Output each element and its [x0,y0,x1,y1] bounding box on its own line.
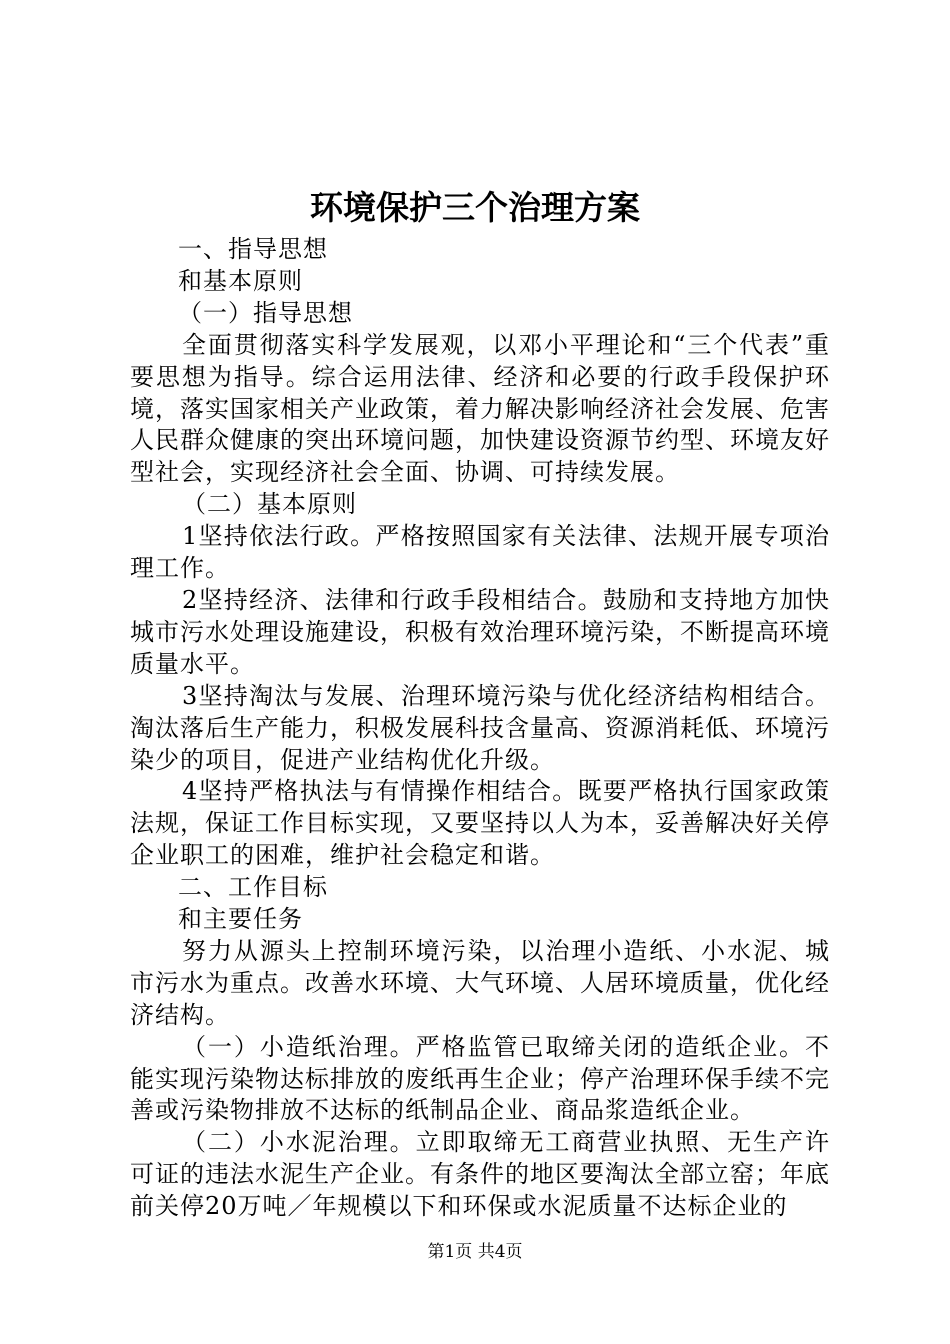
paragraph: （一）小造纸治理。严格监管已取缔关闭的造纸企业。不能实现污染物达标排放的废纸再生企业；停产治理环保手续不完善或污染物排放不达标的纸制品企业、商品浆造纸企业。 [130,1032,830,1125]
paragraph: 1坚持依法行政。严格按照国家有关法律、法规开展专项治理工作。 [130,522,830,583]
subsection-heading: （二）基本原则 [182,490,357,519]
document-body [130,234,830,1223]
section-heading-continued: 和基本原则 [178,266,303,295]
section-heading: 一、指导思想 [178,235,328,263]
paragraph: 努力从源头上控制环境污染，以治理小造纸、小水泥、城市污水为重点。改善水环境、大气环境、人居环境质量，优化经济结构。 [130,936,830,1029]
document-title: 环境保护三个治理方案 [310,188,640,227]
subsection-heading: （一）指导思想 [178,298,353,327]
paragraph: 4坚持严格执法与有情操作相结合。既要严格执行国家政策法规，保证工作目标实现，又要坚持以人为本，妥善解决好关停企业职工的困难，维护社会稳定和谐。 [130,777,830,870]
paragraph: 全面贯彻落实科学发展观，以邓小平理论和“三个代表”重要思想为指导。综合运用法律、经济和必要的行政手段保护环境，落实国家相关产业政策，着力解决影响经济社会发展、危害人民群众健康的突出环境问题，加快建设资源节约型、环境友好型社会，实现经济社会全面、协调、可持续发展。 [130,330,830,487]
section-heading-continued: 和主要任务 [178,905,303,934]
paragraph: （二）小水泥治理。立即取缔无工商营业执照、无生产许可证的违法水泥生产企业。有条件的地区要淘汰全部立窑；年底前关停20万吨／年规模以下和环保或水泥质量不达标企业的 [130,1128,830,1221]
paragraph: 3坚持淘汰与发展、治理环境污染与优化经济结构相结合。淘汰落后生产能力，积极发展科技含量高、资源消耗低、环境污染少的项目，促进产业结构优化升级。 [130,681,830,774]
page-number: 第1页 共4页 [427,1242,523,1262]
paragraph: 2坚持经济、法律和行政手段相结合。鼓励和支持地方加快城市污水处理设施建设，积极有效治理环境污染，不断提高环境质量水平。 [130,585,830,678]
section-heading: 二、工作目标 [178,873,328,902]
